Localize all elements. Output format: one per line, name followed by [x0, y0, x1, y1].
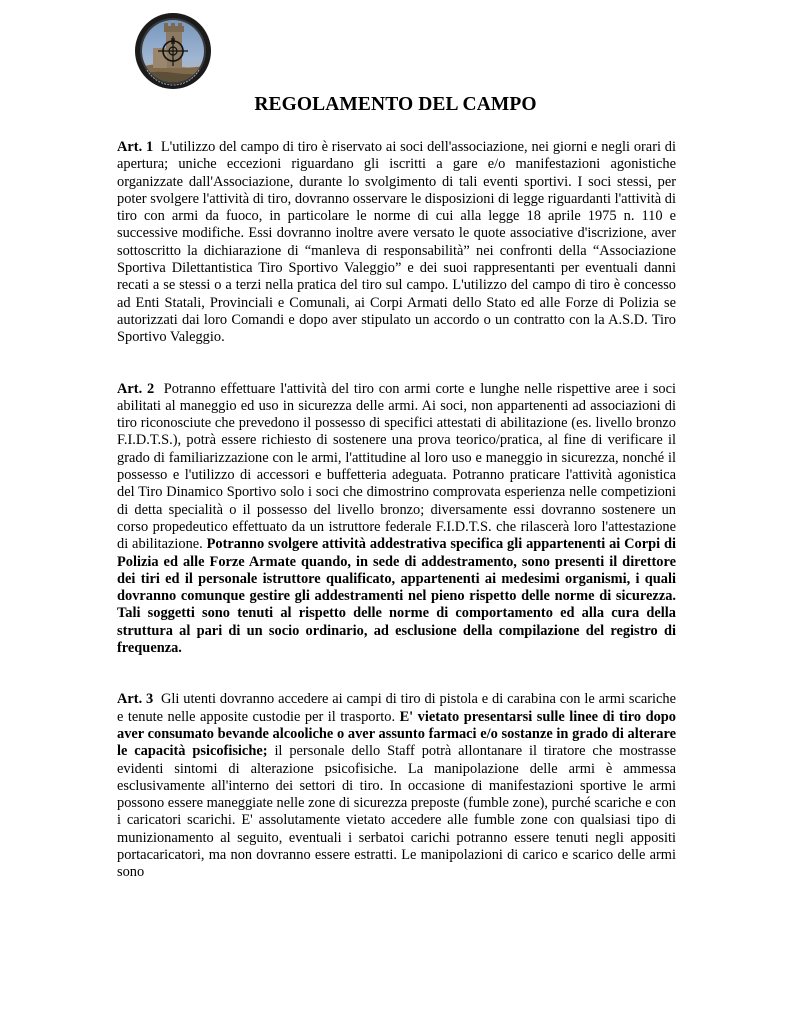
club-logo [133, 12, 213, 90]
article-text: Gli utenti dovranno accedere ai campi di tiro di pistola e di carabina con le armi scariche e tenute nelle apposite custodie per il trasporto. [117, 691, 676, 725]
article-label: Art. 1 [117, 139, 154, 155]
article-label: Art. 3 [117, 691, 154, 708]
article-label: Art. 2 [117, 380, 155, 397]
article-text: L'utilizzo del campo di tiro è riservato ai soci dell'associazione, nei giorni e negli orari di apertura; uniche eccezioni riguardano gli iscritti a gare e/o manifestazioni agonistiche organizzate dall'Associazione, durante lo svolgimento di tali eventi sportivi. I soci stessi, per poter svolgere l'attività di tiro, dovranno osservare le disposizioni di legge riguardanti l'attività di tiro con armi da fuoco, in particolare le norme di cui alla legge 18 aprile 1975 n. 110 e successive modifiche. Essi dovranno inoltre avere versato le quote associative d'iscrizione, aver sottoscritto la dichiarazione di “manleva di responsabilità” nei confronti della “Associazione Sportiva Dilettantistica Tiro Sportivo Valeggio” e dei suoi rappresentanti per eventuali danni recati a se stessi o a terzi nella pratica del tiro sul campo. L'utilizzo del campo di tiro è concesso ad Enti Statali, Provinciali e Comunali, ai Corpi Armati dello Stato ed alle Forze di Polizia se autorizzati dai loro Comandi e dopo aver stipulato un accordo o un contratto con la A.S.D. Tiro Sportivo Valeggio. [117, 139, 676, 346]
article-bold-text: Potranno svolgere attività addestrativa specifica gli appartenenti ai Corpi di Polizia ed alle Forze Armate quando, in sede di addestramento, sono presenti il direttore dei tiri ed il personale istruttore qualificato, appartenenti ai medesimi organismi, i quali dovranno comunque gestire gli addestramenti nel pieno rispetto delle norme di sicurezza. Tali soggetti sono tenuti al rispetto delle norme di comportamento ed alla cura della struttura al pari di un socio ordinario, ad esclusione della compilazione del registro di frequenza. [117, 536, 676, 657]
article-2 [117, 381, 676, 658]
article-text: Potranno effettuare l'attività del tiro con armi corte e lunghe nelle rispettive aree i soci abilitati al maneggio ed uso in sicurezza delle armi. Ai soci, non appartenenti ad associazioni di tiro riconosciute che prevedono il possesso di specifici attestati di abilitazione (es. livello bronzo F.I.D.T.S.), potrà essere richiesto di sostenere una prova teorico/pratica, al fine di verificare il grado di familiarizzazione con le armi, l'attitudine al loro uso e maneggio in sicurezza, nonché il possesso e l'utilizzo di accessori e buffetteria adeguata. Potranno praticare l'attività agonistica del Tiro Dinamico Sportivo solo i soci che dimostrino comprovata esperienza nelle competizioni di detta specialità o il possesso del livello bronzo; diversamente essi dovranno sostenere un corso propedeutico effettuato da un istruttore federale F.I.D.T.S. che rilascerà loro l'attestazione di abilitazione. [117, 380, 677, 553]
shooting-club-seal-icon [133, 12, 213, 90]
article-3 [117, 691, 676, 881]
article-text: il personale dello Staff potrà allontanare il tiratore che mostrasse evidenti sintomi di alterazione psicofisiche. La manipolazione delle armi è ammessa esclusivamente all'interno dei settori di tiro. In occasione di manifestazioni sportive le armi possono essere maneggiate nelle zone di sicurezza preposte (fumble zone), purché scariche e con i caricatori scarichi. E' assolutamente vietato accedere alle fumble zone con qualsiasi tipo di munizionamento al seguito, eventuali i serbatoi carichi potranno essere tenuti negli appositi portacaricatori, ma non dovranno essere estratti. Le manipolazioni di carico e scarico delle armi sono [117, 743, 676, 881]
page-title: REGOLAMENTO DEL CAMPO [254, 94, 537, 115]
document-body [117, 139, 676, 882]
article-bold-text: E' vietato presentarsi sulle linee di tiro dopo aver consumato bevande alcooliche o aver assunto farmaci e/o sostanze in grado di alterare le capacità psicofisiche; [117, 708, 676, 760]
article-1 [117, 139, 676, 347]
